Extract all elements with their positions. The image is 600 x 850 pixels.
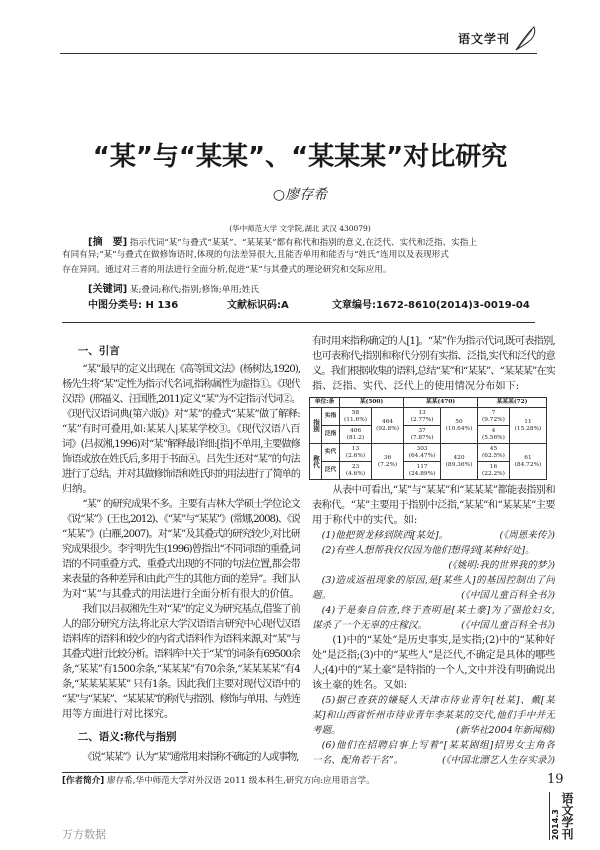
bio-text: 廖存希,华中师范大学对外汉语 2011 级本科生,研究方向:应用语言学。 xyxy=(106,776,375,786)
example-text: (6)他们在招聘启事上写着“[某某剧组]招男女主角各 xyxy=(321,740,555,751)
paper-title: “某”与“某某”、“某某某”对比研究 xyxy=(92,142,508,172)
abstract-text: 指示代词“某”与叠式“某某”、“某某某”都有称代和指别的意义,在泛代、实代和泛指、实指上 xyxy=(129,238,477,248)
body-line: “某”有时可叠用,如:某某人|某某学校③。《现代汉语八百 xyxy=(62,424,300,435)
body-line: 词》(吕叔湘,1996)对“某”解释最详细:[指]不单用,主要做修 xyxy=(62,439,300,450)
example-line xyxy=(312,618,555,633)
table-total-cell: 61 (84.72%) xyxy=(510,444,547,480)
example-text: 题。 xyxy=(312,590,332,601)
example-text: (3)造成返祖现象的原因,是[某些人]的基因控制出了问 xyxy=(321,575,555,586)
abstract-line: 存在异同。通过对三者的用法进行全面分析,促进“某”与其叠式的理论研究和交际应用。 xyxy=(62,265,392,275)
body-line: “某”与“某某”、“某某某”的称代与指别、修饰与单用、与姓连 xyxy=(62,694,300,705)
example-text: 一名、配角若干名”。 xyxy=(312,755,404,766)
table-total-cell: 464 (92.8%) xyxy=(372,408,404,444)
body-line: 也可表称代;指别和称代分别有实指、泛指,实代和泛代的意 xyxy=(312,351,555,362)
table-row-label: 泛代 xyxy=(322,462,340,480)
body-line: 进行了总结。并对其做修饰语和姓氏时的用法进行了简单的 xyxy=(62,469,300,480)
table-cell: 13 (2.77%) xyxy=(404,408,441,426)
table-header-row xyxy=(310,398,547,408)
right-intro-body xyxy=(312,334,555,394)
example-source: (《中国北漂艺人生存实录》) xyxy=(441,755,555,766)
example-line xyxy=(312,528,555,543)
intro-body xyxy=(62,362,300,722)
example-line xyxy=(312,723,555,738)
table-cell: 45 (62.5%) xyxy=(477,444,509,462)
example-line xyxy=(312,573,555,588)
body-line: 用等方面进行对比探究。 xyxy=(62,709,175,720)
table-cell: 23 (4.6%) xyxy=(340,462,372,480)
table-total-cell: 420 (89.36%) xyxy=(441,444,478,480)
page-number: 19 xyxy=(547,772,564,787)
table-total-cell: 50 (10.64%) xyxy=(441,408,478,444)
affiliation: (华中师范大学 文学院,湖北 武汉 430079) xyxy=(229,224,371,233)
example-text: (4)于是秦自信查,终于查明是[某土豪]为了强抢妇女, xyxy=(321,605,555,616)
body-line: 条,“某某某某某” 只有1条。因此我们主要对现代汉语中的 xyxy=(62,679,300,690)
keywords-text: 某;叠词;称代;指别;修饰;单用;姓氏 xyxy=(129,285,259,295)
example-line xyxy=(312,708,555,723)
table-cell: 58 (11.6%) xyxy=(340,408,372,426)
author-bio xyxy=(62,774,532,786)
left-column xyxy=(62,343,300,765)
body-line: “某某”》(白雁,2007)。对“某”及其叠式的研究较少,对比研 xyxy=(62,529,300,540)
right-column-intro xyxy=(312,334,555,394)
body-line: 饰语或放在姓氏后,多用于书面④。吕先生还对“某”的句法 xyxy=(62,454,300,465)
section-heading-semantics: 二、语义:称代与指别 xyxy=(77,731,177,743)
header-rule xyxy=(60,53,537,54)
section-heading-intro: 一、引言 xyxy=(77,345,120,357)
body-line: 语料库的语料和较少的内省式语料作为语料来源,对“某”与 xyxy=(62,634,300,645)
body-line: 人;(4)中的“某土豪”是特指的一个人,文中并没有明确说出 xyxy=(312,665,555,676)
quill-icon xyxy=(514,24,538,52)
issue-number: 2014.3 xyxy=(551,809,560,840)
body-line: 表称代。“某”主要用于指别中泛指,“某某”和“某某某”主要 xyxy=(312,500,555,511)
example-source: (新华社2004年新闻稿) xyxy=(455,725,555,736)
abstract-rule xyxy=(62,322,535,323)
abstract-label: [摘 要] xyxy=(88,237,128,248)
example-text: (5)据已查获的嫌疑人天津市待业青年[杜某]、戴[某 xyxy=(321,695,555,706)
body-line: 究成果很少。李宇明先生(1996)曾指出“不同词语的重叠,词 xyxy=(62,544,300,555)
body-line: 语的不同重叠方式、重叠式出现的不同的句法位置,都会带 xyxy=(62,559,300,570)
body-line: 汉语》(邢福义、汪国胜,2011)定义“某”为不定指示代词②。 xyxy=(62,394,300,405)
body-line: “某”最早的定义出现在《高等国文法》(杨树达,1920), xyxy=(82,364,300,375)
table-row-label: 泛指 xyxy=(322,426,340,444)
body-line: (1)中的“某处”是历史事实,是实指;(2)中的“某种好 xyxy=(332,635,555,646)
example-text: 考题。 xyxy=(312,725,341,736)
body-line: 用于称代中的实代。如: xyxy=(312,515,418,526)
example-source: (《中国儿童百科全书》) xyxy=(461,620,555,631)
example-line xyxy=(312,588,555,603)
example-line xyxy=(312,753,555,768)
footnote-rule xyxy=(62,772,188,773)
keywords-label: [关键词] xyxy=(88,284,128,295)
watermark: 万方数据 xyxy=(62,828,106,841)
table-cell: 117 (24.89%) xyxy=(404,462,441,480)
body-line: 我们以吕叔湘先生对“某”的定义为研究基点,借鉴了前 xyxy=(82,604,300,615)
body-line: “某” 的研究成果不多。主要有吉林大学硕士学位论文 xyxy=(82,499,300,510)
body-line: 人的部分研究方法,将北京大学汉语语言研究中心现代汉语 xyxy=(62,619,300,630)
example-text: (2)有些人想帮我仅仅因为他们想得到[某种好处]。 xyxy=(321,545,535,556)
example-text: 谋杀了一个无辜的庄稼汉。 xyxy=(312,620,428,631)
example-line xyxy=(312,738,555,753)
table-cell: 7 (9.72%) xyxy=(477,408,509,426)
body-line: 杨先生将“某”定性为指示代名词,指称属性为虚指①。《现代 xyxy=(62,379,300,390)
table-cell: 16 (22.2%) xyxy=(477,462,509,480)
table-column-header: 某某某(72) xyxy=(477,398,546,408)
keywords xyxy=(88,280,535,295)
right-body xyxy=(312,483,555,768)
body-line: 归纳。 xyxy=(62,484,93,495)
table-row xyxy=(310,408,547,426)
journal-name: 语文学刊 xyxy=(458,32,511,46)
table-unit-cell: 单位:条 xyxy=(310,398,340,408)
journal-vertical: 语文学刊 xyxy=(560,792,574,840)
journal-issue-mark xyxy=(549,792,573,840)
table-group-cell: 指别 xyxy=(310,408,322,444)
example-source: (《中国儿童百科全书》) xyxy=(461,590,555,601)
usage-distribution-table xyxy=(309,397,547,480)
author: ○廖存希 xyxy=(272,187,328,203)
example-source: (《周恩来传》) xyxy=(499,530,555,541)
body-line: 义。我们根据收集的语料,总结“某”和“某某”、“某某某”在实 xyxy=(312,366,555,377)
body-line: 《说“某某”》认为“某”通常用来指称不确定的人或事物, xyxy=(82,752,299,763)
body-line: 从表中可看出,“某”与“某某”和“某某某”都能表指别和 xyxy=(332,485,555,496)
table-column-header: 某(500) xyxy=(340,398,404,408)
body-line: 为对“某”与其叠式的用法进行全面分析有很大的价值。 xyxy=(62,589,300,600)
table-cell: 406 (81.2) xyxy=(340,426,372,444)
table-row xyxy=(310,444,547,462)
table-cell: 37 (7.87%) xyxy=(404,426,441,444)
body-line: 《现代汉语词典(第六版)》对“某”的叠式“某某”做了解释: xyxy=(62,409,300,420)
body-line: 有时用来指称确定的人[1]。“某”作为指示代词,既可表指别, xyxy=(312,336,555,347)
right-column-body xyxy=(312,483,555,768)
table-cell: 4 (5.56%) xyxy=(477,426,509,444)
body-line: 来表量的各种差异和由此产生的其他方面的差异”。我们认 xyxy=(62,574,300,585)
body-line: 该土豪的姓名。又如: xyxy=(312,680,408,691)
example-line xyxy=(312,693,555,708)
example-line xyxy=(312,603,555,618)
table-cell: 303 (64.47%) xyxy=(404,444,441,462)
table-group-cell: 称代 xyxy=(310,444,322,480)
bio-label: [作者简介] xyxy=(62,776,105,786)
body-line: 条,“某某”有1500余条,“某某某”有70余条,“某某某某”有4 xyxy=(62,664,300,675)
document-code: 文献标识码:A xyxy=(227,300,289,311)
example-source: (《姚明:我的世界我的梦》) xyxy=(448,560,555,571)
example-line xyxy=(312,543,555,558)
clc-number: 中图分类号: H 136 xyxy=(88,300,179,311)
table-cell: 13 (2.6%) xyxy=(340,444,372,462)
abstract-line xyxy=(88,233,535,248)
example-text: (1)他把贺龙移到陕西[某处]。 xyxy=(321,530,449,541)
example-text: 某]和山西省忻州市待业青年李某某的交代,他们手中并无 xyxy=(312,710,555,721)
article-number: 文章编号:1672-8610(2014)3-0019-04 xyxy=(332,300,530,311)
body-line: 《说“某”》(王也,2012)、《“某”与“某某”》(常娜,2008)、《说 xyxy=(62,514,300,525)
table-row-label: 实代 xyxy=(322,444,340,462)
table-row-label: 实指 xyxy=(322,408,340,426)
table-total-cell: 11 (15.28%) xyxy=(510,408,547,444)
body-line: 指、泛指、实代、泛代上的使用情况分布如下: xyxy=(312,381,520,392)
table-total-cell: 36 (7.2%) xyxy=(372,444,404,480)
abstract-line: 有同有异;“某”与叠式在做修饰语时,体现的句法差异很大,且能否单用和能否与“姓氏”连用以及表现形式 xyxy=(62,250,449,260)
body-line: 处”是泛指;(3)中的“某些人”是泛代,不确定是具体的哪些 xyxy=(312,650,555,661)
body-line: 其叠式进行比较分析。语料库中关于“某”的词条有69500余 xyxy=(62,649,300,660)
table-column-header: 某某(470) xyxy=(404,398,478,408)
